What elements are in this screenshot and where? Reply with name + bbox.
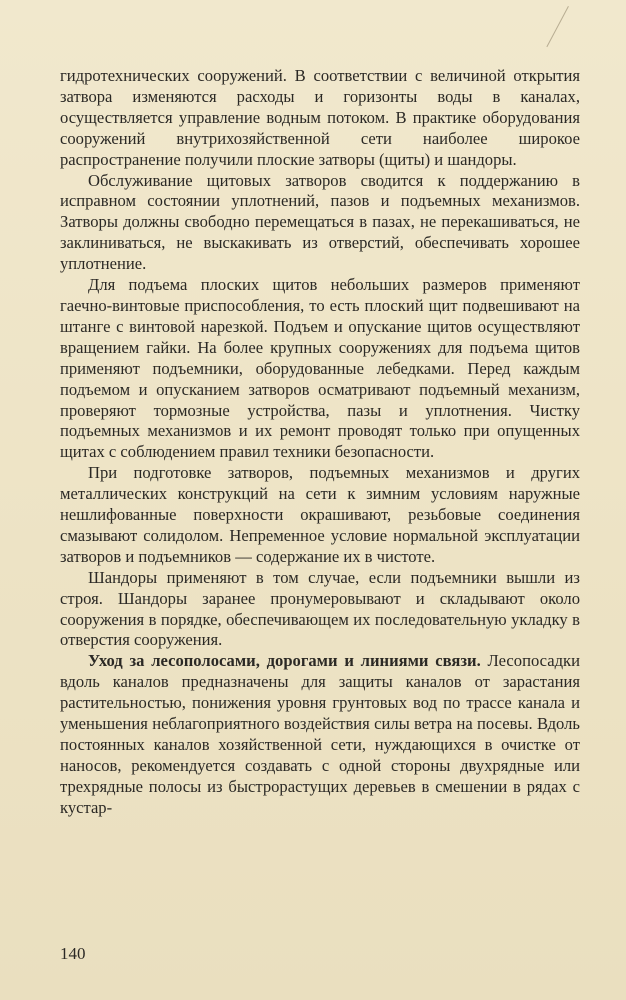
paragraph-2: Обслуживание щитовых затворов сводится к поддержанию в исправном состоянии уплотнений, пазов и подъемных механизмов. Затворы должны свободно перемещаться в пазах, не перекашиваться, не заклиниваться, не выскакивать из отверстий, обеспечивать хорошее уплотнение. bbox=[60, 170, 580, 274]
section-text: Лесопосадки вдоль каналов предназначены для защиты каналов от зарастания растительностью, понижения уровня грунтовых вод по трассе канала и уменьшения неблагоприятного воздействия силы ветра на посевы. Вдоль постоянных каналов хозяйственной сети, нуждающихся в очистке от наносов, рекомендуется создавать с одной стороны двухрядные или трехрядные полосы из быстрорастущих деревьев в смешении в рядах с кустар- bbox=[60, 651, 580, 817]
paragraph-3: Для подъема плоских щитов небольших размеров применяют гаечно-винтовые приспособления, то есть плоский щит подвешивают на штанге с винтовой нарезкой. Подъем и опускание щитов осуществляют вращением гайки. На более крупных сооружениях для подъема щитов применяют подъемники, оборудованные лебедками. Перед каждым подъемом и опусканием затворов осматривают подъемный механизм, проверяют тормозные устройства, пазы и уплотнения. Чистку подъемных механизмов и их ремонт проводят только при опущенных щитах с соблюдением правил техники безопасности. bbox=[60, 275, 580, 462]
scan-mark bbox=[546, 6, 568, 47]
section-heading: Уход за лесополосами, дорогами и линиями связи. bbox=[88, 651, 481, 671]
section-paragraph bbox=[60, 651, 580, 818]
body-text bbox=[60, 66, 580, 819]
paragraph-1: гидротехнических сооружений. В соответствии с величиной открытия затвора изменяются расходы и горизонты воды в каналах, осуществляется управление водным потоком. В практике оборудования сооружений внутрихозяйственной сети наиболее широкое распространение получили плоские затворы (щиты) и шандоры. bbox=[60, 66, 580, 169]
page-number: 140 bbox=[60, 944, 86, 963]
paragraph-4: При подготовке затворов, подъемных механизмов и других металлических конструкций на сети к зимним условиям наружные нешлифованные поверхности окрашивают, резьбовые соединения смазывают солидолом. Непременное условие нормальной эксплуатации затворов и подъемников — содержание их в чистоте. bbox=[60, 463, 580, 566]
paragraph-5: Шандоры применяют в том случае, если подъемники вышли из строя. Шандоры заранее пронумеровывают и складывают около сооружения в порядке, обеспечивающем их последовательную укладку в отверстия сооружения. bbox=[60, 567, 580, 650]
